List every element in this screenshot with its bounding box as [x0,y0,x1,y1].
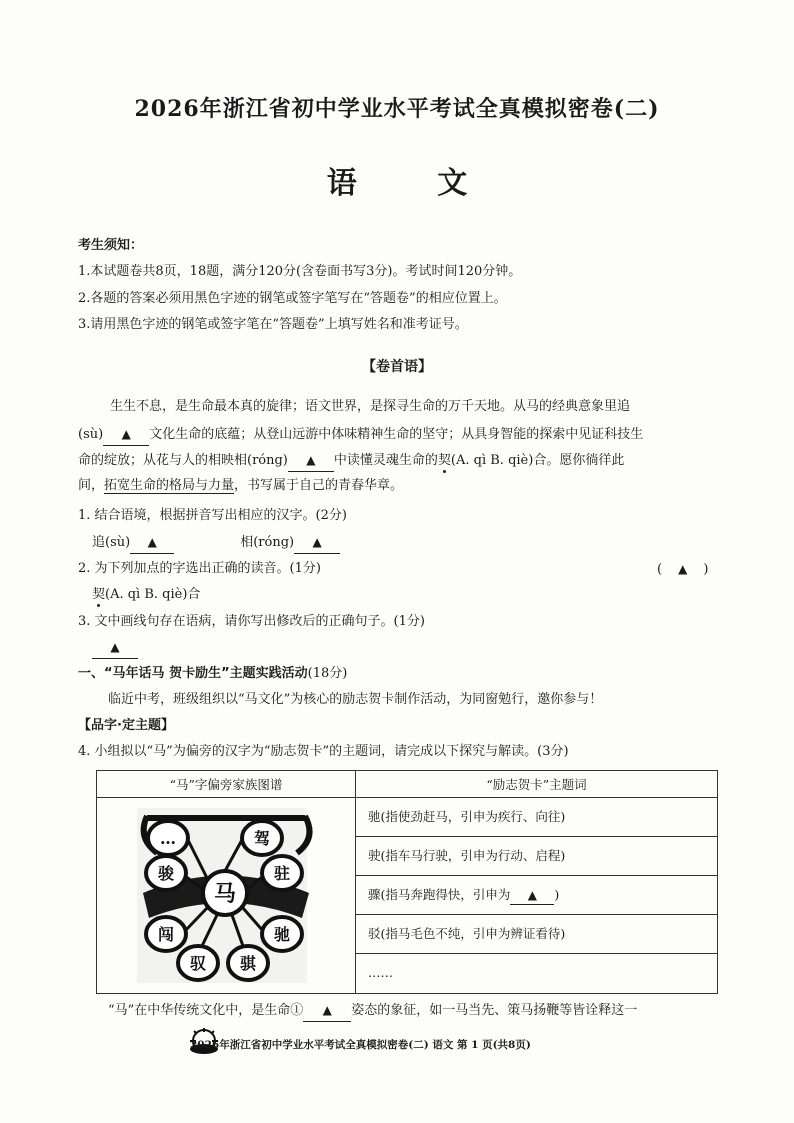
question-4: 4. 小组拟以“马”为偏旁的汉字为“励志贺卡”的主题词，请完成以下探究与解读。(3分) [78,744,569,759]
svg-text:驰: 驰 [273,925,291,944]
triangle-icon: ▲ [678,562,688,576]
subject-title: 语 文 [326,166,468,201]
table-row: 驶(指车马行驶，引申为行动、启程) [356,837,717,876]
answer-blank[interactable] [103,424,149,446]
answer-blank[interactable] [92,637,138,659]
q1-answers: 追(sù) ▲ 相(róng) ▲ [92,532,340,554]
answer-blank[interactable] [288,450,334,472]
svg-text:闯: 闯 [157,925,175,944]
preface-line: 生生不息，是生命最本真的旋律；语文世界，是探寻生命的万千天地。从马的经典意象里追 [110,399,631,414]
svg-text:驻: 驻 [273,864,291,883]
body-line: “马”在中华传统文化中，是生命① ▲ 姿态的象征，如一马当先、策马扬鞭等皆诠释这一 [108,1000,637,1022]
table-header: “马”字偏旁家族图谱 [97,771,356,798]
question-3: 3. 文中画线句存在语病，请你写出修改后的正确句子。(1分) [78,614,425,629]
preface-heading: 【卷首语】 [362,359,432,375]
preface-line: (sù) ▲ 文化生命的底蕴；从登山远游中体味精神生命的坚守；从具身智能的探索中见证科技生 [78,424,643,446]
table-header: “励志贺卡”主题词 [356,771,718,798]
svg-text:驾: 驾 [253,829,271,848]
notice-heading: 考生须知： [78,238,144,253]
lantern-illustration [97,798,355,990]
underlined-sentence: 拓宽生命的格局与力量 [104,478,235,493]
answer-blank[interactable] [303,1000,351,1022]
q2-option: 契(A. qì B. qiè)合 [92,587,201,602]
triangle-icon: ▲ [147,535,157,549]
triangle-icon: ▲ [306,453,316,467]
notice-item: 1.本试题卷共8页，18题，满分120分(含卷面书写3分)。考试时间120分钟。 [78,264,522,279]
exam-title: 2026年浙江省初中学业水平考试全真模拟密卷(二) [134,96,660,122]
notice-item: 2.各题的答案必须用黑色字迹的钢笔或签字笔写在“答题卷”的相应位置上。 [78,291,507,306]
section-intro: 临近中考，班级组织以“马文化”为核心的励志贺卡制作活动，为同窗勉行，邀你参与！ [108,692,603,707]
svg-text:马: 马 [213,881,237,907]
table-row: 驰(指使劲赶马，引申为疾行、向往) [356,798,717,837]
subsection-heading: 【品字·定主题】 [78,718,174,733]
q2-answer-bracket[interactable]: ( ▲ ) [657,562,709,577]
page-footer: 2026年浙江省初中学业水平考试全真模拟密卷(二) 语文 第 1 页(共8页) [190,1039,531,1051]
table-row: …… [368,965,393,980]
question-2: 2. 为下列加点的字选出正确的读音。(1分) [78,561,321,576]
preface-line: 命的绽放；从花与人的相映相(róng) ▲ 中读懂灵魂生命的契(A. qì B. qiè)合。愿你徜徉此 [78,450,624,472]
section-heading: 一、“马年话马 贺卡励生”主题实践活动(18分) [78,666,348,681]
svg-text:驭: 驭 [189,954,207,973]
triangle-icon: ▲ [110,640,120,654]
triangle-icon: ▲ [527,888,537,902]
table-row: 驳(指马毛色不纯，引申为辨证看待) [356,915,717,954]
theme-table [96,770,718,994]
svg-text:骏: 骏 [157,864,175,883]
answer-blank[interactable] [130,532,174,554]
triangle-icon: ▲ [312,535,322,549]
table-row: 骤(指马奔跑得快，引申为 ▲ ) [356,876,717,915]
svg-text:…: … [160,829,176,848]
preface-line: 间，拓宽生命的格局与力量，书写属于自己的青春华章。 [78,478,404,493]
radical-family-figure [97,798,356,994]
q3-answer[interactable] [92,637,138,659]
triangle-icon: ▲ [322,1003,332,1017]
svg-text:骐: 骐 [239,954,257,973]
dotted-char: 契 [437,453,451,468]
question-1: 1. 结合语境，根据拼音写出相应的汉字。(2分) [78,508,347,523]
triangle-icon: ▲ [121,427,131,441]
answer-blank[interactable] [510,886,554,905]
notice-item: 3.请用黑色字迹的钢笔或签字笔在“答题卷”上填写姓名和准考证号。 [78,317,468,332]
answer-blank[interactable] [294,532,340,554]
